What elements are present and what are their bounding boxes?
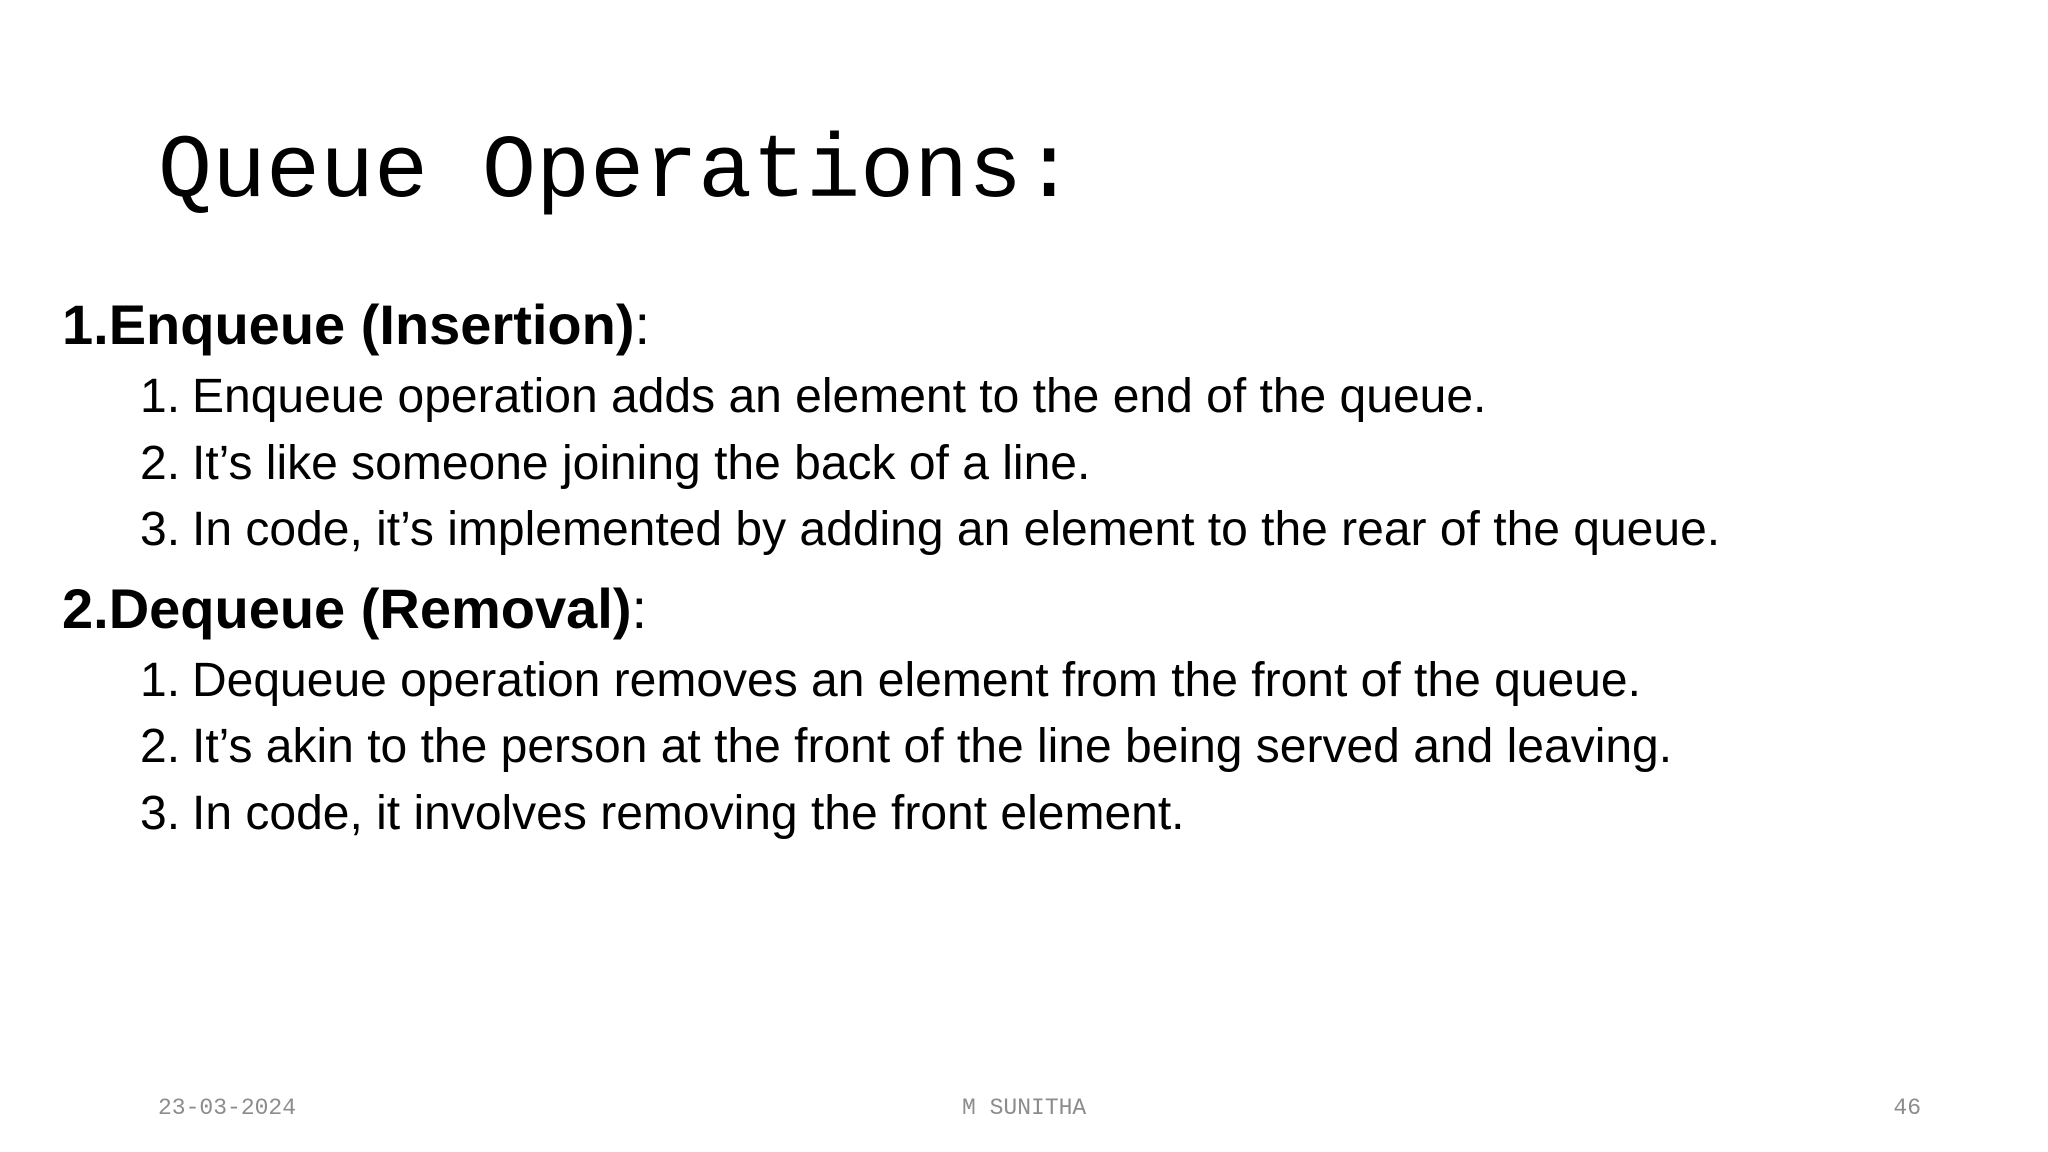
list-item (140, 714, 2002, 781)
slide-content (62, 286, 2002, 847)
section-number: 1. (62, 293, 109, 356)
section-label: Dequeue (Removal) (108, 576, 632, 640)
section-colon: : (634, 293, 651, 356)
list-item-text: In code, it’s implemented by adding an element to the rear of the queue. (192, 503, 1721, 556)
footer-page-number: 46 (1893, 1095, 1921, 1121)
list-item-number: 2. (140, 436, 181, 490)
footer-author: M SUNITHA (962, 1095, 1087, 1121)
section-heading (62, 286, 2002, 364)
slide-title: Queue Operations: (158, 122, 1077, 224)
list-item (140, 364, 2002, 431)
list-item-number: 1. (140, 653, 181, 707)
footer-date: 23-03-2024 (158, 1095, 297, 1121)
list-item-number: 3. (140, 503, 181, 556)
list-item-text: It’s akin to the person at the front of the line being served and leaving. (192, 720, 1673, 773)
list-item-text: In code, it involves removing the front element. (192, 786, 1185, 840)
list-item (140, 781, 2002, 848)
section-items (62, 364, 2002, 564)
list-item-number: 3. (140, 786, 181, 840)
list-item-number: 1. (140, 370, 181, 423)
list-item (140, 431, 2002, 498)
list-item-text: Enqueue operation adds an element to the end of the queue. (192, 370, 1487, 423)
section-items (62, 648, 2002, 848)
section-enqueue (62, 286, 2002, 564)
section-heading (62, 570, 2002, 648)
section-label: Enqueue (Insertion) (108, 293, 635, 356)
list-item (140, 648, 2002, 715)
section-number: 2. (62, 576, 109, 640)
list-item-text: It’s like someone joining the back of a line. (192, 436, 1091, 490)
section-colon: : (631, 576, 648, 640)
list-item (140, 497, 2002, 564)
list-item-number: 2. (140, 720, 181, 773)
section-dequeue (62, 570, 2002, 848)
list-item-text: Dequeue operation removes an element from the front of the queue. (192, 653, 1641, 707)
